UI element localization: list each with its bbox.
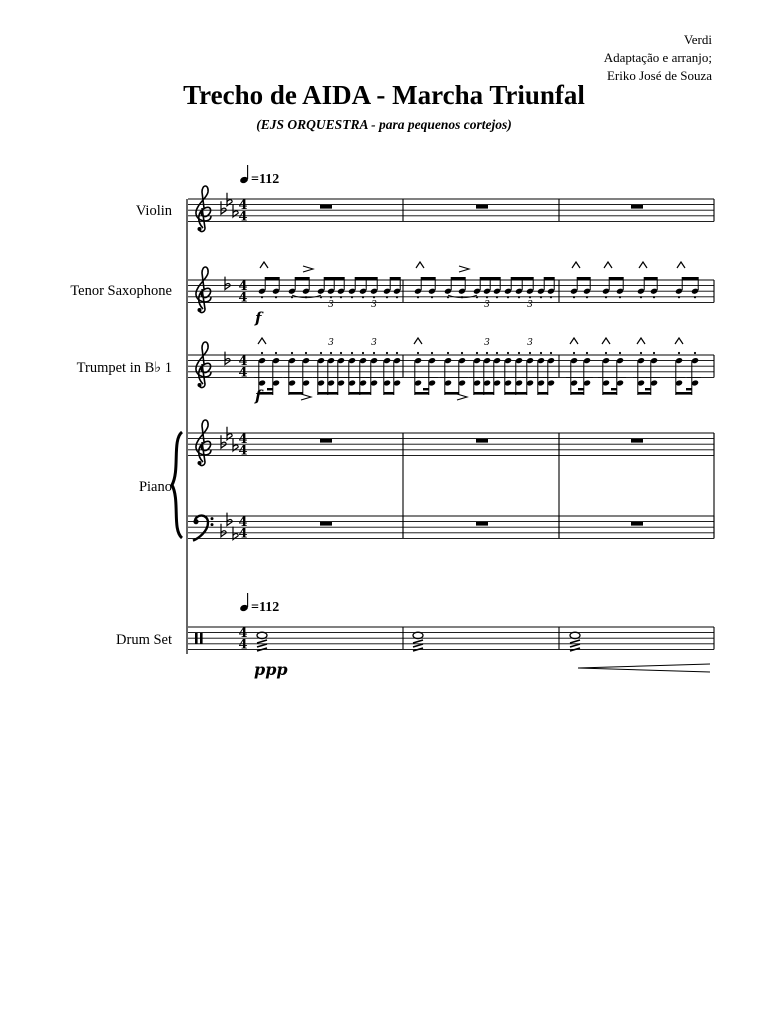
flat-icon — [227, 513, 232, 526]
percussion-clef-icon — [200, 633, 203, 644]
staccato-dot — [447, 352, 449, 354]
bass-clef-icon — [193, 516, 214, 541]
beam — [480, 277, 500, 280]
time-sig-denominator: 4 — [238, 637, 248, 653]
whole-rest — [320, 439, 332, 443]
time-sig-numerator: 4 — [238, 515, 248, 530]
treble-clef-icon — [196, 342, 211, 388]
staccato-dot — [540, 296, 542, 298]
staccato-dot — [362, 296, 364, 298]
time-signature-piano-treble — [238, 432, 247, 459]
staff-drums — [188, 627, 714, 649]
tuplet-number: 3 — [371, 338, 377, 348]
marcato-accent — [258, 338, 266, 344]
tempo-text: =112 — [251, 172, 280, 187]
accent — [457, 394, 467, 400]
staccato-dot — [305, 352, 307, 354]
staccato-dot — [619, 352, 621, 354]
beam — [318, 392, 338, 395]
tuplet-number: 3 — [484, 300, 490, 311]
staccato-dot — [507, 352, 509, 354]
marcato-accent — [570, 338, 578, 344]
whole-rest — [320, 205, 332, 209]
time-sig-numerator: 4 — [238, 354, 248, 369]
staccato-dot — [507, 296, 509, 298]
staccato-dot — [640, 352, 642, 354]
staccato-dot — [476, 352, 478, 354]
marcato-accent — [677, 262, 685, 268]
staff-piano-treble — [188, 433, 714, 455]
staccato-dot — [373, 296, 375, 298]
beam — [451, 277, 465, 280]
drum-crescendo-hairpin — [578, 664, 710, 672]
staccato-dot — [275, 352, 277, 354]
staccato-dot — [386, 296, 388, 298]
whole-rest — [631, 205, 643, 209]
staccato-dot — [678, 352, 680, 354]
marcato-accent — [572, 262, 580, 268]
time-sig-denominator: 4 — [238, 365, 248, 381]
staccato-dot — [653, 296, 655, 298]
beam — [571, 392, 584, 395]
staccato-dot — [640, 296, 642, 298]
dynamic-sax: f — [255, 309, 262, 327]
staccato-dot — [351, 296, 353, 298]
staccato-dot — [496, 296, 498, 298]
staccato-dot — [573, 296, 575, 298]
staccato-dot — [518, 296, 520, 298]
staff-trumpet — [188, 355, 714, 377]
beam — [676, 392, 692, 395]
staccato-dot — [496, 352, 498, 354]
beam — [609, 277, 623, 280]
tempo-mark-drums — [239, 593, 279, 615]
treble-clef-icon — [196, 186, 211, 232]
beam — [445, 392, 459, 395]
beam-partial — [645, 388, 651, 390]
staccato-dot — [694, 296, 696, 298]
beam — [638, 392, 651, 395]
tuplet-number: 3 — [527, 300, 533, 311]
staccato-dot — [605, 296, 607, 298]
staccato-dot — [550, 296, 552, 298]
beam — [577, 277, 590, 280]
arranger-credit-line2: Eriko José de Souza — [606, 68, 712, 83]
instrument-label-violin: Violin — [135, 203, 172, 219]
staccato-dot — [431, 296, 433, 298]
staccato-dot — [330, 352, 332, 354]
staccato-dot — [261, 352, 263, 354]
flat-icon — [221, 524, 226, 537]
staccato-dot — [417, 296, 419, 298]
accent — [459, 266, 469, 272]
time-sig-denominator: 4 — [238, 443, 248, 459]
flat-icon — [221, 201, 226, 214]
marcato-accent — [604, 262, 612, 268]
beam — [511, 277, 533, 280]
whole-rest — [320, 522, 332, 526]
instrument-label-tenor-sax: Tenor Saxophone — [70, 283, 172, 299]
dynamic-trumpet: f — [255, 387, 262, 405]
treble-clef-icon — [196, 420, 211, 466]
staccato-dot — [340, 296, 342, 298]
staccato-dot — [529, 296, 531, 298]
staccato-dot — [605, 352, 607, 354]
beam — [644, 277, 657, 280]
time-signature-violin — [238, 198, 247, 225]
tuplet-number: 3 — [371, 300, 377, 311]
marcato-accent — [675, 338, 683, 344]
beam — [421, 277, 435, 280]
beam — [295, 277, 309, 280]
staccato-dot — [291, 296, 293, 298]
marcato-accent — [416, 262, 424, 268]
percussion-clef-icon — [195, 633, 198, 644]
beam — [384, 392, 394, 395]
staccato-dot — [586, 296, 588, 298]
treble-clef-icon — [196, 267, 211, 313]
flat-icon — [225, 277, 230, 290]
time-signature-piano-bass — [238, 515, 247, 542]
score-title: Trecho de AIDA - Marcha Triunfal — [183, 80, 585, 110]
beam-partial — [686, 388, 692, 390]
arranger-credit-line1: Adaptação e arranjo; — [603, 50, 712, 65]
time-sig-denominator: 4 — [238, 526, 248, 542]
whole-rest — [476, 522, 488, 526]
staccato-dot — [678, 296, 680, 298]
beam-partial — [611, 388, 617, 390]
staccato-dot — [340, 352, 342, 354]
beam — [538, 392, 548, 395]
accent — [301, 394, 311, 400]
marcato-accent — [602, 338, 610, 344]
instrument-label-trumpet: Trumpet in B♭ 1 — [76, 360, 172, 376]
flat-icon — [225, 352, 230, 365]
staccato-dot — [518, 352, 520, 354]
drum-tremolo-note — [413, 632, 423, 651]
piano-brace — [172, 432, 182, 538]
trumpet-measure — [254, 338, 403, 400]
beam — [603, 392, 617, 395]
staccato-dot — [351, 352, 353, 354]
time-sig-numerator: 4 — [238, 626, 248, 641]
accent — [303, 266, 313, 272]
time-sig-denominator: 4 — [238, 290, 248, 306]
beam-partial — [578, 388, 584, 390]
beam — [324, 277, 344, 280]
staccato-dot — [486, 352, 488, 354]
beam — [415, 392, 429, 395]
time-signature-trumpet — [238, 354, 247, 381]
staccato-dot — [396, 352, 398, 354]
time-sig-denominator: 4 — [238, 209, 248, 225]
staccato-dot — [330, 296, 332, 298]
tempo-text-drums: =112 — [251, 600, 280, 615]
time-signature-sax — [238, 279, 247, 306]
staccato-dot — [694, 352, 696, 354]
staccato-dot — [653, 352, 655, 354]
tempo-mark-top — [239, 165, 279, 187]
sax-measure — [414, 262, 555, 310]
beam — [265, 277, 279, 280]
time-sig-numerator: 4 — [238, 279, 248, 294]
beam — [349, 392, 371, 395]
flat-icon — [221, 435, 226, 448]
marcato-accent — [260, 262, 268, 268]
staccato-dot — [362, 352, 364, 354]
drum-tremolo-note — [570, 632, 580, 651]
time-sig-numerator: 4 — [238, 432, 248, 447]
staccato-dot — [461, 352, 463, 354]
whole-rest — [476, 439, 488, 443]
beam — [355, 277, 377, 280]
beam — [390, 277, 400, 280]
beam — [289, 392, 303, 395]
whole-rest — [476, 205, 488, 209]
tuplet-number: 3 — [484, 338, 490, 348]
staccato-dot — [447, 296, 449, 298]
tuplet-number: 3 — [328, 338, 334, 348]
beam — [682, 277, 698, 280]
staccato-dot — [586, 352, 588, 354]
staff-violin — [188, 199, 714, 221]
tuplet-number: 3 — [328, 300, 334, 311]
beam — [544, 277, 554, 280]
staccato-dot — [529, 352, 531, 354]
time-sig-numerator: 4 — [238, 198, 248, 213]
whole-rest — [631, 522, 643, 526]
time-signature-drums — [238, 626, 247, 653]
staccato-dot — [320, 296, 322, 298]
trumpet-measure — [410, 338, 557, 400]
staccato-dot — [291, 352, 293, 354]
staff-piano-bass — [188, 516, 714, 538]
staccato-dot — [540, 352, 542, 354]
dynamic-drums: ppp — [254, 660, 288, 679]
beam-partial — [423, 388, 429, 390]
staccato-dot — [486, 296, 488, 298]
beam — [505, 392, 527, 395]
beam — [474, 392, 494, 395]
composer-credit: Verdi — [683, 32, 712, 47]
staccato-dot — [386, 352, 388, 354]
staccato-dot — [619, 296, 621, 298]
instrument-label-piano: Piano — [138, 479, 172, 495]
staccato-dot — [320, 352, 322, 354]
staccato-dot — [476, 296, 478, 298]
score-subtitle: (EJS ORQUESTRA - para pequenos cortejos) — [256, 117, 512, 132]
marcato-accent — [414, 338, 422, 344]
staccato-dot — [261, 296, 263, 298]
staccato-dot — [373, 352, 375, 354]
marcato-accent — [637, 338, 645, 344]
staccato-dot — [417, 352, 419, 354]
staccato-dot — [431, 352, 433, 354]
drum-tremolo-note — [257, 632, 267, 651]
beam-partial — [267, 388, 273, 390]
staccato-dot — [573, 352, 575, 354]
staccato-dot — [275, 296, 277, 298]
staccato-dot — [550, 352, 552, 354]
tuplet-number: 3 — [527, 338, 533, 348]
instrument-label-drums: Drum Set — [116, 632, 172, 648]
staccato-dot — [396, 296, 398, 298]
sax-measure — [258, 262, 401, 310]
marcato-accent — [639, 262, 647, 268]
whole-rest — [631, 439, 643, 443]
